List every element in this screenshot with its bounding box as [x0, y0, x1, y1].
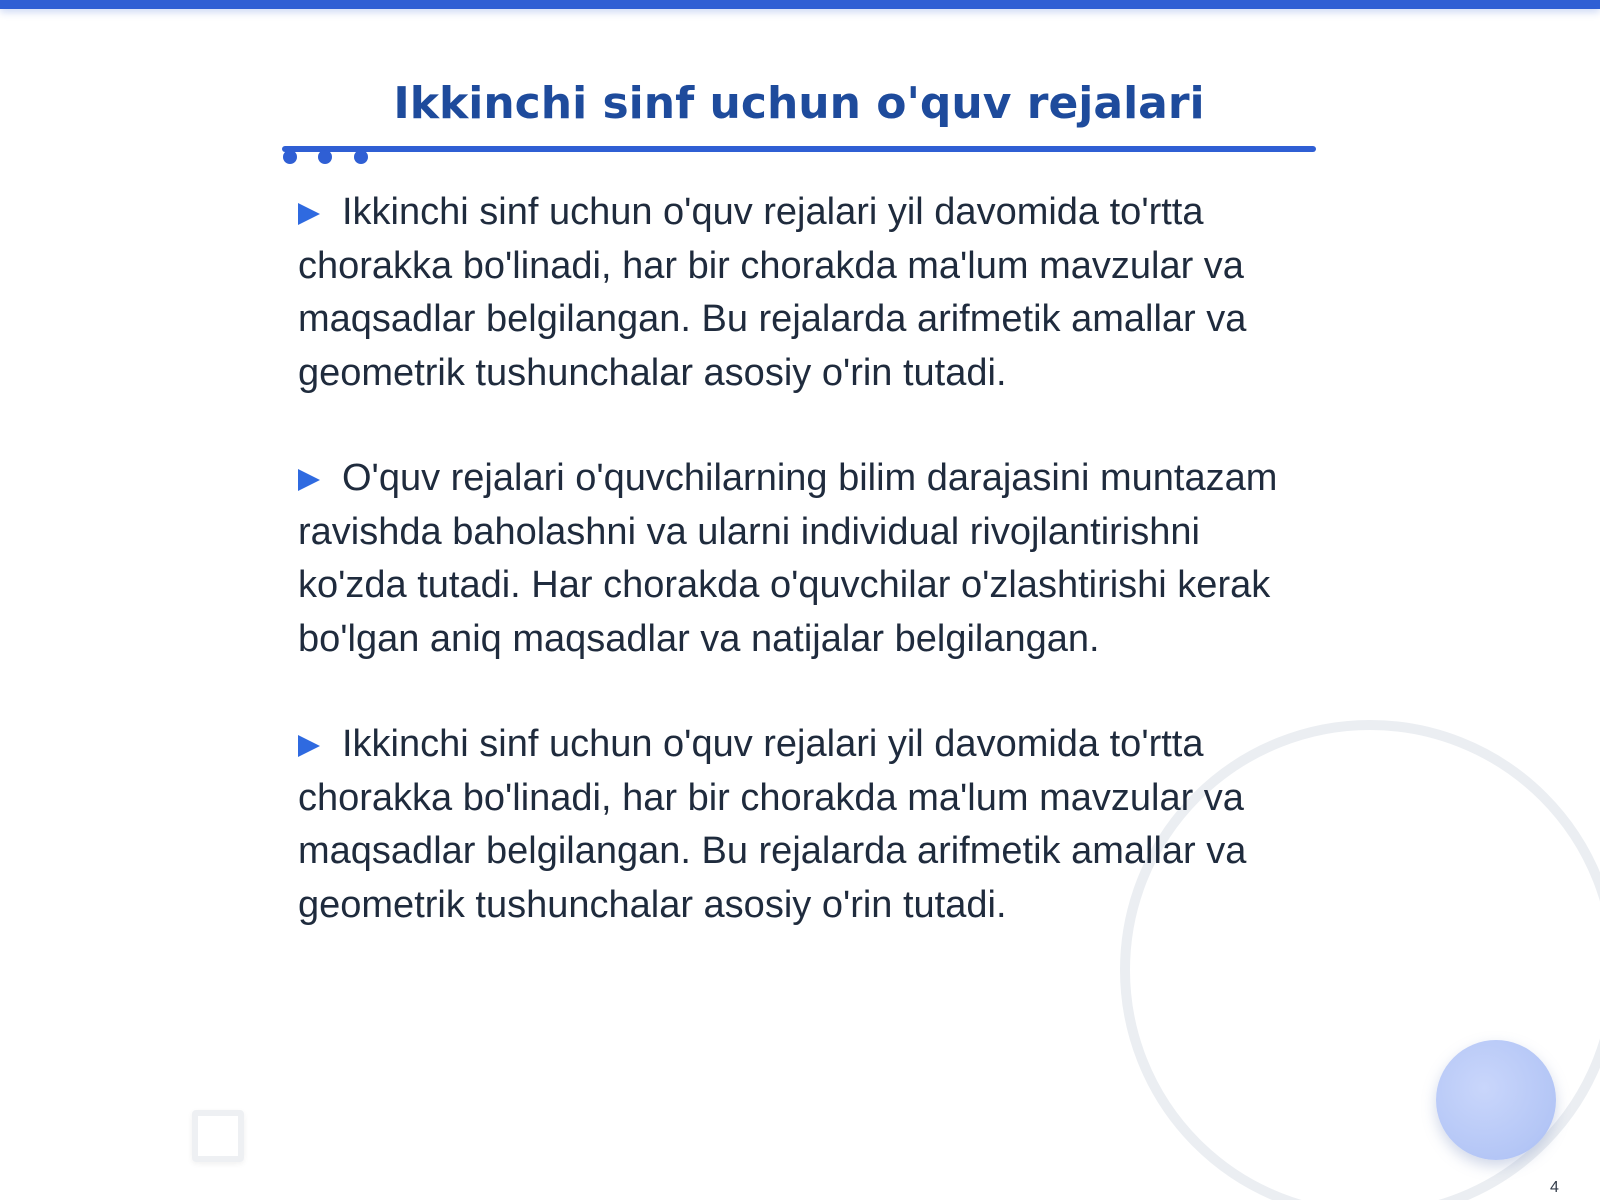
bullet-list: [298, 186, 1308, 984]
triangle-right-icon: [298, 469, 320, 491]
bullet-item: [298, 718, 1308, 932]
underline-dot: [283, 150, 297, 164]
underline-dot: [318, 150, 332, 164]
underline-dot: [354, 150, 368, 164]
square-decoration-icon: [192, 1110, 244, 1162]
bullet-text: O'quv rejalari o'quvchilarning bilim darajasini muntazam ravishda baholashni va ularni individual rivojlantirishni ko'zda tutadi. Har chorakda o'quvchilar o'zlashtirishi kerak bo'lgan aniq maqsadlar va natijalar belgilangan.: [298, 457, 1278, 660]
bullet-text: Ikkinchi sinf uchun o'quv rejalari yil davomida to'rtta chorakka bo'linadi, har bir chorakda ma'lum mavzular va maqsadlar belgilangan. Bu rejalarda arifmetik amallar va geometrik tushunchalar asosiy o'rin tutadi.: [298, 723, 1247, 926]
bullet-item: [298, 452, 1308, 666]
triangle-right-icon: [298, 203, 320, 225]
title-underline: [282, 146, 1316, 152]
bullet-text: Ikkinchi sinf uchun o'quv rejalari yil davomida to'rtta chorakka bo'linadi, har bir chorakda ma'lum mavzular va maqsadlar belgilangan. Bu rejalarda arifmetik amallar va geometrik tushunchalar asosiy o'rin tutadi.: [298, 191, 1247, 394]
circle-decoration-icon: [1436, 1040, 1556, 1160]
page-number: 4: [1550, 1179, 1559, 1196]
top-accent-bar: [0, 0, 1600, 9]
bullet-item: [298, 186, 1308, 400]
triangle-right-icon: [298, 735, 320, 757]
slide-title: Ikkinchi sinf uchun o'quv rejalari: [393, 78, 1205, 129]
